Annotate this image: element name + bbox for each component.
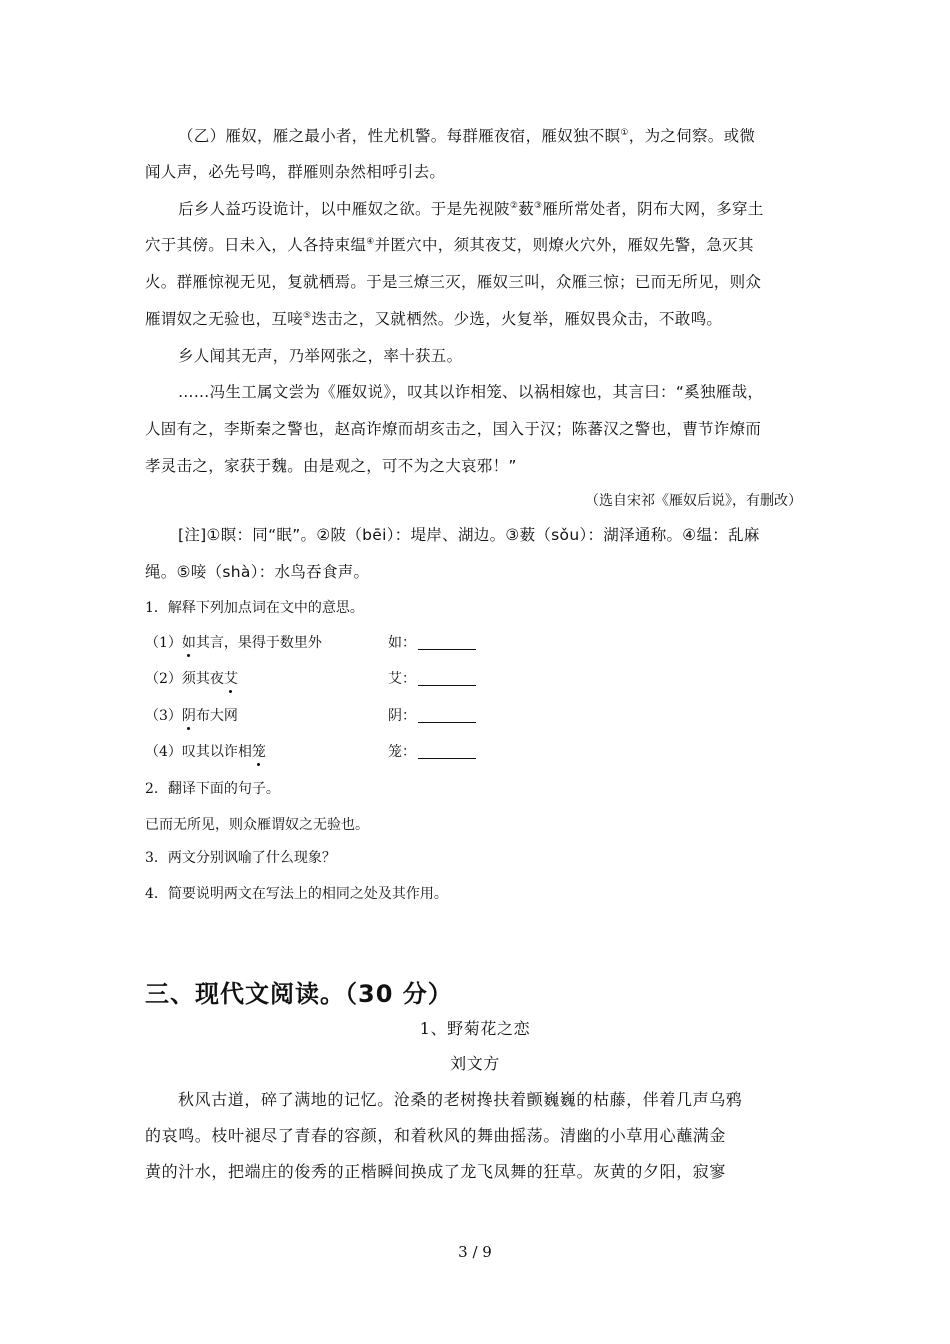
footnote-marker: ④ xyxy=(366,237,375,247)
passage-p4-line1: ……冯生工属文尝为《雁奴说》，叹其以诈相笼、以祸相嫁也，其言曰：“奚独雁哉， xyxy=(178,383,764,401)
footnote-marker: ⑤ xyxy=(303,311,312,321)
answer-label: 阴： xyxy=(388,708,416,724)
article-line1: 秋风古道，碎了满地的记忆。沧桑的老树搀扶着颤巍巍的枯藤，伴着几声乌鸦 xyxy=(178,1090,743,1109)
item-text: （3） xyxy=(145,708,182,724)
text-segment: 并匿穴中，须其夜艾，则燎火穴外，雁奴先警，急灭其 xyxy=(374,236,754,254)
answer-line-3[interactable] xyxy=(388,705,476,725)
passage-p2-line1 xyxy=(178,197,764,219)
passage-p4-line3: 孝灵击之，家获于魏。由是观之，可不为之大哀邪！” xyxy=(145,457,517,475)
passage-p3: 乡人闻其无声，乃举网张之，率十获五。 xyxy=(178,347,463,365)
dotted-word: 艾 xyxy=(224,668,238,688)
answer-label: 艾： xyxy=(388,671,416,687)
article-line2: 的哀鸣。枝叶褪尽了青春的容颜，和着秋风的舞曲摇荡。清幽的小草用心蘸满金 xyxy=(145,1126,727,1145)
passage-source: （选自宋祁《雁奴后说》，有删改） xyxy=(585,493,802,509)
notes-line1: [注]①瞑：同“眠”。②陂（bēi）：堤岸、湖边。③薮（sǒu）：湖泽通称。④缊：乱麻 xyxy=(178,526,760,544)
page-number: 3 / 9 xyxy=(458,1243,492,1261)
text-segment: 迭击之，又就栖然。少选，火复举，雁奴畏众击，不敢鸣。 xyxy=(311,310,723,328)
article-title: 1、野菊花之恋 xyxy=(419,1019,531,1038)
passage-p2-line2 xyxy=(145,233,754,255)
text-segment: 薮 xyxy=(518,200,534,218)
dotted-word: 阴 xyxy=(182,705,196,725)
text-segment: （乙）雁奴，雁之最小者，性尤机警。每群雁夜宿，雁奴独不瞑 xyxy=(178,127,621,145)
answer-line-1[interactable] xyxy=(388,632,476,652)
answer-line-4[interactable] xyxy=(388,741,476,761)
item-text: （4）叹其以诈相 xyxy=(145,744,252,760)
item-text: （2）须其夜 xyxy=(145,671,224,687)
passage-p4-line2: 人固有之，李斯秦之警也，赵高诈燎而胡亥击之，国入于汉；陈蕃汉之警也，曹节诈燎而 xyxy=(145,420,762,438)
passage-p1-line1 xyxy=(178,124,755,146)
text-segment: 穴于其傍。日未入，人各持束缊 xyxy=(145,236,367,254)
footnote-marker: ③ xyxy=(534,201,543,211)
article-line3: 黄的汁水，把端庄的俊秀的正楷瞬间换成了龙飞凤舞的狂草。灰黄的夕阳，寂寥 xyxy=(145,1162,727,1181)
text-segment: 雁谓奴之无验也，互唼 xyxy=(145,310,304,328)
item-text: 其言，果得于数里外 xyxy=(195,635,322,651)
answer-blank[interactable] xyxy=(418,744,476,759)
question-4: 4．简要说明两文在写法上的相同之处及其作用。 xyxy=(145,886,448,902)
notes-line2: 绳。⑤唼（shà）：水鸟吞食声。 xyxy=(145,563,370,581)
passage-p2-line3: 火。群雁惊视无见，复就栖焉。于是三燎三灭，雁奴三叫，众雁三惊；已而无所见，则众 xyxy=(145,273,762,291)
answer-blank[interactable] xyxy=(418,671,476,686)
item-text: 布大网 xyxy=(195,708,238,724)
answer-label: 如： xyxy=(388,635,416,651)
question-1-item-2 xyxy=(145,668,238,688)
answer-line-2[interactable] xyxy=(388,668,476,688)
dotted-word: 笼 xyxy=(252,741,266,761)
dotted-word: 如 xyxy=(182,632,196,652)
question-2-sentence: 已而无所见，则众雁谓奴之无验也。 xyxy=(145,817,369,833)
item-text: （1） xyxy=(145,635,182,651)
question-3: 3．两文分别讽喻了什么现象？ xyxy=(145,850,336,866)
question-1: 1．解释下列加点词在文中的意思。 xyxy=(145,600,364,616)
text-segment: ，为之伺察。或微 xyxy=(628,127,756,145)
question-1-item-4 xyxy=(145,741,266,761)
text-segment: 后乡人益巧设诡计，以中雁奴之欲。于是先视陂 xyxy=(178,200,510,218)
article-author: 刘文方 xyxy=(450,1054,500,1073)
passage-p1-line2: 闻人声，必先号鸣，群雁则杂然相呼引去。 xyxy=(145,163,446,181)
footnote-marker: ② xyxy=(509,201,519,211)
question-1-item-3 xyxy=(145,705,238,725)
passage-p2-line4 xyxy=(145,307,722,329)
answer-blank[interactable] xyxy=(418,635,476,650)
question-1-item-1 xyxy=(145,632,322,652)
section-heading: 三、现代文阅读。（30 分） xyxy=(145,980,453,1008)
answer-label: 笼： xyxy=(388,744,416,760)
question-2: 2．翻译下面的句子。 xyxy=(145,781,280,797)
footnote-marker: ① xyxy=(620,128,629,138)
answer-blank[interactable] xyxy=(418,708,476,723)
text-segment: 雁所常处者，阴布大网，多穿土 xyxy=(542,200,764,218)
